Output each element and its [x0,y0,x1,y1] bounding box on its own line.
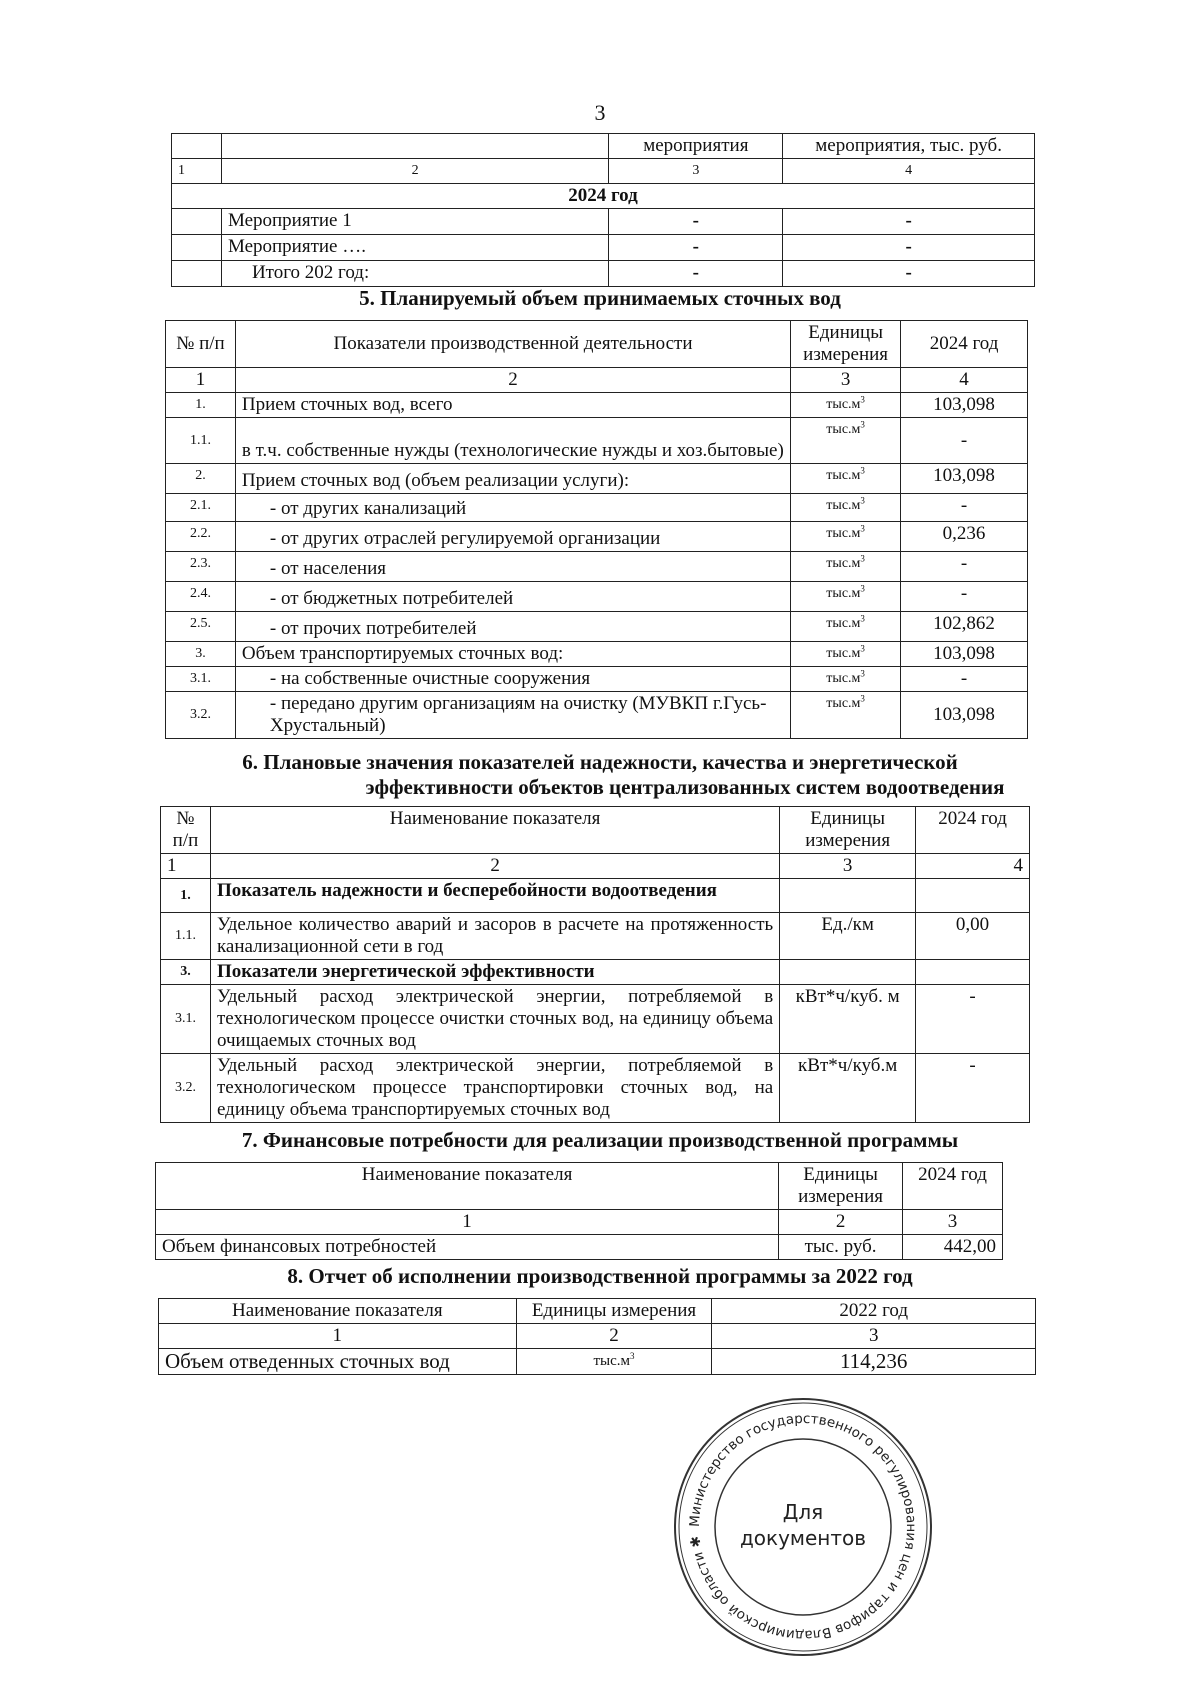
stamp-center-line1: Для [782,1500,824,1524]
table-row: Итого 202 год: - - [172,261,1035,287]
year-row: 2024 год [172,184,1035,209]
ministry-stamp [668,1392,938,1662]
col4-header: мероприятия, тыс. руб. [783,134,1035,159]
section7-title: 7. Финансовые потребности для реализации производственной программы [241,1128,959,1152]
execution-report-table: Наименование показателя Единицы измерения 2022 год 1 2 3 Объем отведенных сточных вод $тыс.м^3$ 114,236 [158,1298,1036,1375]
section6-title-line1: 6. Плановые значения показателей надежности, качества и энергетической [242,750,958,774]
table-row: Мероприятие …. - - [172,235,1035,261]
table-row: 2.3. - от населения $тыс.м^3$ - [166,552,1028,582]
stamp-ring-text: Министерство государственного регулирования цен и тарифов Владимирской области ✱ [686,1410,920,1644]
events-table: мероприятия мероприятия, тыс. руб. 1 2 3 4 2024 год Мероприятие 1 - - Мероприятие …. - - Итого 202 год: - - [171,133,1035,287]
financial-needs-table: Наименование показателя Единицы измерения 2024 год 1 2 3 Объем финансовых потребностей тыс. руб. 442,00 [155,1162,1003,1260]
table-row: Объем отведенных сточных вод $тыс.м^3$ 114,236 [159,1349,1036,1375]
table-row: Объем финансовых потребностей тыс. руб. 442,00 [156,1235,1003,1260]
table-row: 3.1. Удельный расход электрической энергии, потребляемой в технологическом процессе очистки сточных вод, на единицу объема очищаемых сточных вод кВт*ч/куб. м - [161,985,1030,1054]
table-row: 2. Прием сточных вод (объем реализации услуги): $тыс.м^3$ 103,098 [166,464,1028,494]
table-row: 3.1. - на собственные очистные сооружения $тыс.м^3$ - [166,667,1028,692]
stamp-center-line2: документов [739,1526,867,1550]
table-row: 2.5. - от прочих потребителей $тыс.м^3$ 102,862 [166,612,1028,642]
section8-title: 8. Отчет об исполнении производственной программы за 2022 год [287,1264,913,1288]
table-row: 2.4. - от бюджетных потребителей $тыс.м^3$ - [166,582,1028,612]
wastewater-volume-table: № п/п Показатели производственной деятельности Единицы измерения 2024 год 1 2 3 4 1. Прием сточных вод, всего $тыс.м^3$ 103,098 1.1. в т.ч. собственные нужды (технологические нужды и хоз.бытовые) $тыс.м^3$ - 2. Прием сточных вод (объем реализации услуги): $тыс.м^3$ 103,098 2.1. - от других канализаций $тыс.м^3$ - 2.2. - от других отраслей регулируемой организации $тыс.м^3$ 0,236 2.3. - от населения $тыс.м^3$ - 2.4. - от бюджетных потребителей $тыс.м^3$ - 2.5. - от прочих потребителей $тыс.м^3$ 102,862 3. Объем транспортируемых сточных вод: $тыс.м^3$ 103,098 3.1. - на собственные очистные сооружения $тыс.м^3$ - 3.2. - передано другим организациям на очистку (МУВКП г.Гусь-Хрустальный) $тыс.м^3$ 103,098 [165,320,1028,739]
table-row: 1.1. Удельное количество аварий и засоров в расчете на протяженность канализационной сети в год Ед./км 0,00 [161,913,1030,960]
table-row: 2.1. - от других канализаций $тыс.м^3$ - [166,494,1028,522]
table-row: 3. Показатели энергетической эффективности [161,960,1030,985]
table-row: Мероприятие 1 - - [172,209,1035,235]
table-row: 3.2. Удельный расход электрической энергии, потребляемой в технологическом процессе транспортировки сточных вод, на единицу объема транспортируемых сточных вод кВт*ч/куб.м - [161,1054,1030,1123]
page-number: 3 [594,100,606,125]
section6-title-line2: эффективности объектов централизованных систем водоотведения [365,775,1005,799]
table-row: 1. Показатель надежности и бесперебойности водоотведения [161,879,1030,913]
table-row: 3. Объем транспортируемых сточных вод: $тыс.м^3$ 103,098 [166,642,1028,667]
col3-header: мероприятия [609,134,783,159]
table-row: 1.1. в т.ч. собственные нужды (технологические нужды и хоз.бытовые) $тыс.м^3$ - [166,418,1028,464]
table-row: 1. Прием сточных вод, всего $тыс.м^3$ 103,098 [166,393,1028,418]
reliability-indicators-table: № п/п Наименование показателя Единицы измерения 2024 год 1 2 3 4 1. Показатель надежности и бесперебойности водоотведения 1.1. Удельное количество аварий и засоров в расчете на протяженность канализационной сети в год Ед./км 0,00 3. Показатели энергетической эффективности 3.1. Удельный расход электрической энергии, потребляемой в технологическом процессе очистки сточных вод, на единицу объема очищаемых сточных вод кВт*ч/куб. м - 3.2. Удельный расход электрической энергии, потребляемой в технологическом процессе транспортировки сточных вод, на единицу объема транспортируемых сточных вод кВт*ч/куб.м - [160,806,1030,1123]
table-row: 3.2. - передано другим организациям на очистку (МУВКП г.Гусь-Хрустальный) $тыс.м^3$ 103,098 [166,692,1028,739]
table-row: 2.2. - от других отраслей регулируемой организации $тыс.м^3$ 0,236 [166,522,1028,552]
section5-title: 5. Планируемый объем принимаемых сточных вод [359,286,841,310]
